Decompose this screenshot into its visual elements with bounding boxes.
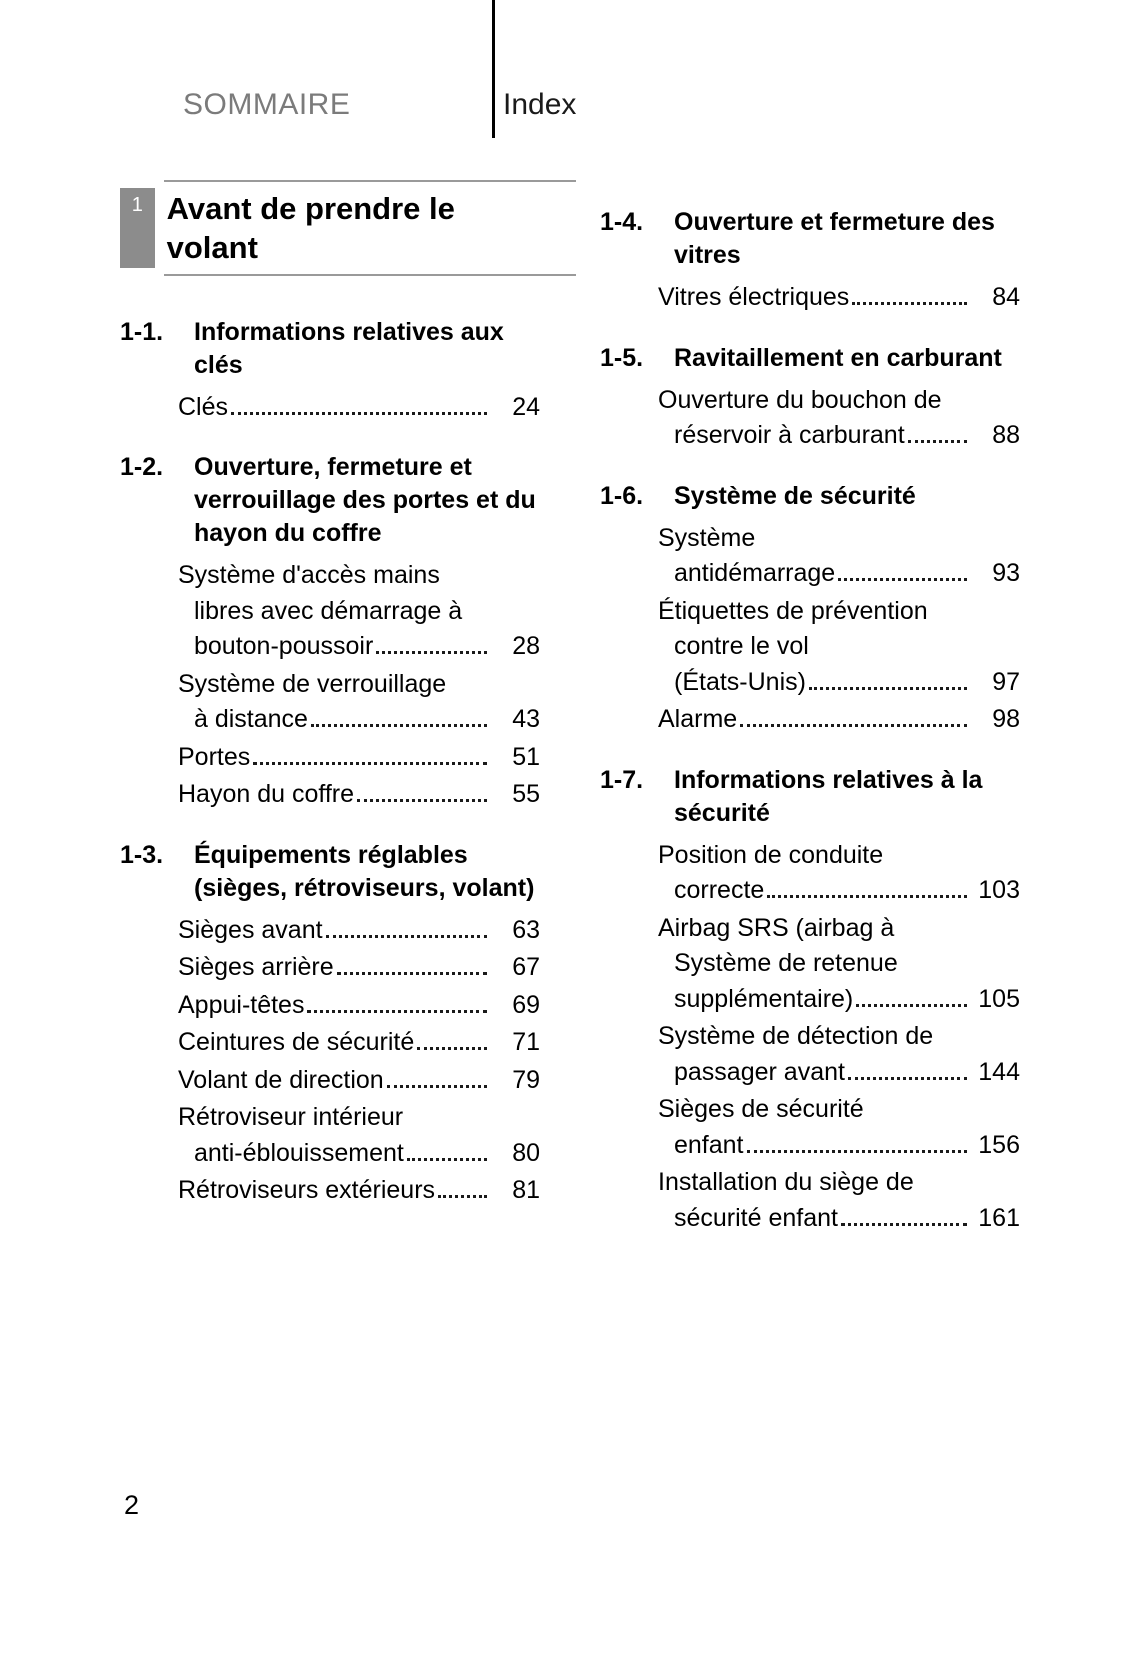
header-sommaire-label: SOMMAIRE xyxy=(183,88,351,121)
toc-dot-leader xyxy=(357,798,487,802)
toc-entry-label: Rétroviseurs extérieurs xyxy=(178,1176,436,1204)
toc-section-heading xyxy=(120,316,540,382)
toc-dot-leader xyxy=(852,301,967,305)
toc-dot-leader xyxy=(809,686,967,690)
toc-dot-leader xyxy=(387,1084,487,1088)
toc-entry-page: 79 xyxy=(512,1065,540,1094)
toc-entry[interactable] xyxy=(600,521,1020,592)
toc-entry-label-line: Système de retenue xyxy=(674,949,898,977)
toc-dot-leader xyxy=(337,971,487,975)
section-number: 1-4. xyxy=(600,208,644,236)
toc-dot-leader xyxy=(326,934,487,938)
section-title: Ouverture et fermeture des vitres xyxy=(674,208,995,269)
toc-entry-label-line: Sièges de sécurité xyxy=(658,1095,864,1123)
toc-entry-page: 24 xyxy=(512,392,540,421)
toc-entry[interactable] xyxy=(600,1165,1020,1236)
section-number: 1-1. xyxy=(120,317,164,346)
header-index-label[interactable]: Index xyxy=(503,88,577,121)
toc-entry[interactable] xyxy=(120,740,540,776)
toc-entry-page: 69 xyxy=(512,990,540,1019)
toc-entry[interactable] xyxy=(120,1173,540,1209)
toc-entry-page: 84 xyxy=(992,283,1020,311)
toc-entry-label-line: Ouverture du bouchon de xyxy=(658,385,942,414)
toc-entry-label: (États-Unis) xyxy=(674,667,806,696)
toc-left-column xyxy=(120,180,540,1209)
toc-dot-leader xyxy=(856,1003,967,1007)
toc-entry[interactable] xyxy=(120,1100,540,1171)
toc-entry-page: 105 xyxy=(978,984,1020,1013)
toc-entry[interactable] xyxy=(120,913,540,949)
toc-entry-page: 63 xyxy=(512,915,540,944)
toc-entry-page: 88 xyxy=(992,421,1020,449)
toc-entry-label-line: libres avec démarrage à xyxy=(194,596,463,625)
toc-entry-label: à distance xyxy=(194,705,308,733)
toc-dot-leader xyxy=(740,723,967,727)
toc-entry[interactable] xyxy=(120,777,540,813)
toc-entry-page: 144 xyxy=(978,1057,1020,1086)
toc-entry-label: Portes xyxy=(178,742,251,771)
toc-dot-leader xyxy=(848,1076,967,1080)
toc-entry-label: Alarme xyxy=(658,705,738,733)
toc-entry[interactable] xyxy=(600,838,1020,909)
section-title: Ouverture, fermeture et verrouillage des portes et du hayon du coffre xyxy=(194,453,536,547)
toc-entry[interactable] xyxy=(120,1063,540,1099)
page-number: 2 xyxy=(124,1490,140,1520)
toc-entry-label-line: Système de détection de xyxy=(658,1022,934,1050)
toc-entry-page: 51 xyxy=(512,742,540,771)
chapter-number-badge: 1 xyxy=(120,188,155,268)
chapter-title: Avant de prendre le volant xyxy=(166,191,455,265)
toc-entry-label: Sièges avant xyxy=(178,915,323,944)
chapter-rule-bottom xyxy=(164,274,576,276)
toc-dot-leader xyxy=(253,761,487,765)
toc-section-heading xyxy=(120,451,540,550)
toc-entry[interactable] xyxy=(120,558,540,665)
toc-entry-page: 97 xyxy=(992,667,1020,696)
toc-entry-label: antidémarrage xyxy=(674,559,836,587)
toc-entry-label: Vitres électriques xyxy=(658,283,850,311)
toc-entry-label: réservoir à carburant xyxy=(674,421,905,449)
toc-entry-page: 71 xyxy=(512,1028,540,1056)
toc-entry-page: 98 xyxy=(992,705,1020,733)
toc-dot-leader xyxy=(376,650,487,654)
toc-entry-label: sécurité enfant xyxy=(674,1203,838,1232)
toc-section-heading xyxy=(600,206,1020,272)
toc-section-heading xyxy=(600,480,1020,513)
toc-entry[interactable] xyxy=(600,280,1020,316)
toc-dot-leader xyxy=(407,1157,487,1161)
section-title: Informations relatives aux clés xyxy=(194,317,504,379)
toc-entry[interactable] xyxy=(600,594,1020,701)
toc-entry-label: Clés xyxy=(178,392,229,421)
toc-dot-leader xyxy=(438,1194,487,1198)
toc-dot-leader xyxy=(231,411,487,415)
toc-entry[interactable] xyxy=(120,988,540,1024)
toc-dot-leader xyxy=(767,894,967,898)
toc-entry-label: Appui-têtes xyxy=(178,990,305,1019)
toc-entry[interactable] xyxy=(600,911,1020,1018)
toc-entry-page: 161 xyxy=(978,1203,1020,1232)
toc-entry-page: 103 xyxy=(978,876,1020,904)
section-title: Informations relatives à la sécurité xyxy=(674,765,983,827)
toc-entry-page: 80 xyxy=(512,1138,540,1167)
toc-dot-leader xyxy=(311,723,487,727)
section-number: 1-5. xyxy=(600,343,644,372)
section-title: Équipements réglables (sièges, rétroviseurs, volant) xyxy=(194,840,535,902)
toc-right-column xyxy=(600,180,1020,1236)
toc-entry-label: bouton-poussoir xyxy=(194,632,374,660)
toc-entry-label: correcte xyxy=(674,876,765,904)
toc-entry-label-line: contre le vol xyxy=(674,632,809,660)
toc-section-heading xyxy=(600,764,1020,830)
toc-entry[interactable] xyxy=(600,1092,1020,1163)
section-number: 1-2. xyxy=(120,453,164,481)
chapter-heading xyxy=(120,180,540,276)
toc-entry-label: supplémentaire) xyxy=(674,984,854,1013)
toc-entry-label: anti-éblouissement xyxy=(194,1138,404,1167)
toc-dot-leader xyxy=(417,1046,487,1050)
toc-entry[interactable] xyxy=(600,383,1020,454)
toc-entry-label-line: Rétroviseur intérieur xyxy=(178,1103,404,1131)
toc-entry[interactable] xyxy=(120,1025,540,1061)
toc-dot-leader xyxy=(908,439,967,443)
toc-entry[interactable] xyxy=(120,390,540,426)
toc-section-heading xyxy=(120,839,540,905)
left-sections-container xyxy=(120,316,540,1209)
toc-entry-label-line: Airbag SRS (airbag à xyxy=(658,913,895,942)
toc-entry-page: 93 xyxy=(992,559,1020,587)
toc-entry-page: 156 xyxy=(978,1130,1020,1159)
section-title: Ravitaillement en carburant xyxy=(674,343,1002,372)
toc-entry-label-line: Installation du siège de xyxy=(658,1168,914,1196)
toc-entry-page: 43 xyxy=(512,705,540,733)
toc-entry-label-line: Système d'accès mains xyxy=(178,561,440,589)
toc-entry[interactable] xyxy=(600,1019,1020,1090)
toc-dot-leader xyxy=(747,1149,967,1153)
toc-entry-page: 55 xyxy=(512,780,540,808)
section-number: 1-7. xyxy=(600,765,644,794)
toc-dot-leader xyxy=(307,1009,487,1013)
toc-entry-label: Sièges arrière xyxy=(178,953,334,981)
toc-entry-label: passager avant xyxy=(674,1057,845,1086)
toc-entry-label-line: Système xyxy=(658,523,756,552)
toc-entry-label: Hayon du coffre xyxy=(178,780,355,808)
page-header xyxy=(0,88,1142,138)
toc-entry-label: enfant xyxy=(674,1130,744,1159)
toc-entry[interactable] xyxy=(600,702,1020,738)
toc-dot-leader xyxy=(841,1222,967,1226)
toc-entry-label: Volant de direction xyxy=(178,1065,384,1094)
toc-entry-page: 81 xyxy=(512,1176,540,1204)
toc-entry-page: 67 xyxy=(512,953,540,981)
toc-entry-page: 28 xyxy=(512,632,540,660)
section-number: 1-6. xyxy=(600,481,644,510)
toc-entry[interactable] xyxy=(120,667,540,738)
toc-dot-leader xyxy=(838,577,967,581)
right-sections-container xyxy=(600,206,1020,1236)
section-number: 1-3. xyxy=(120,840,164,869)
toc-entry-label: Ceintures de sécurité xyxy=(178,1028,415,1056)
toc-entry-label-line: Étiquettes de prévention xyxy=(658,596,928,625)
toc-entry-label-line: Système de verrouillage xyxy=(178,669,447,698)
toc-entry[interactable] xyxy=(120,950,540,986)
toc-entry-label-line: Position de conduite xyxy=(658,840,884,869)
section-title: Système de sécurité xyxy=(674,481,916,510)
toc-section-heading xyxy=(600,342,1020,375)
